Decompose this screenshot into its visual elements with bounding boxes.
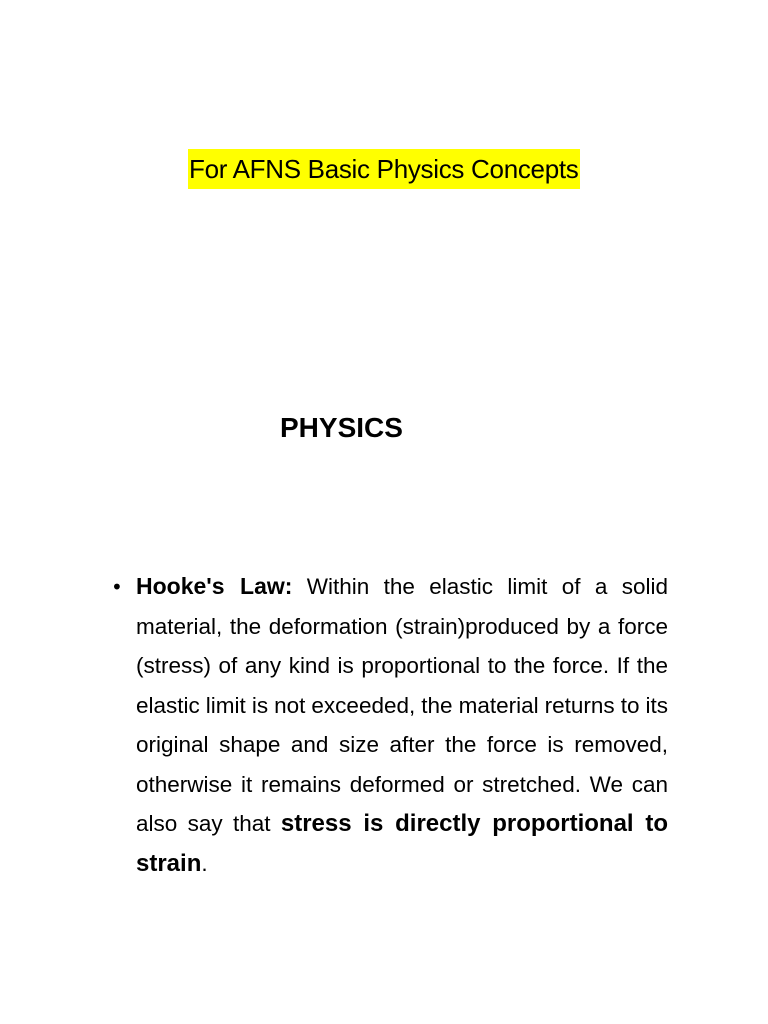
- law-description: Within the elastic limit of a solid material, the deformation (strain)produced by a force (stress) of any kind is proportional to the force. If the elastic limit is not exceeded, the material returns to its original shape and size after the force is removed, otherwise it remains deformed or stretched. We can also say that: [136, 574, 668, 836]
- law-term: Hooke's Law:: [136, 573, 293, 599]
- bullet-marker: •: [111, 575, 123, 599]
- section-heading: PHYSICS: [280, 412, 403, 443]
- hookes-law-paragraph: [136, 567, 668, 883]
- page-title: For AFNS Basic Physics Concepts: [188, 149, 580, 189]
- law-emphasis: stress is directly proportional to strain: [136, 810, 669, 877]
- law-ending: .: [201, 850, 208, 876]
